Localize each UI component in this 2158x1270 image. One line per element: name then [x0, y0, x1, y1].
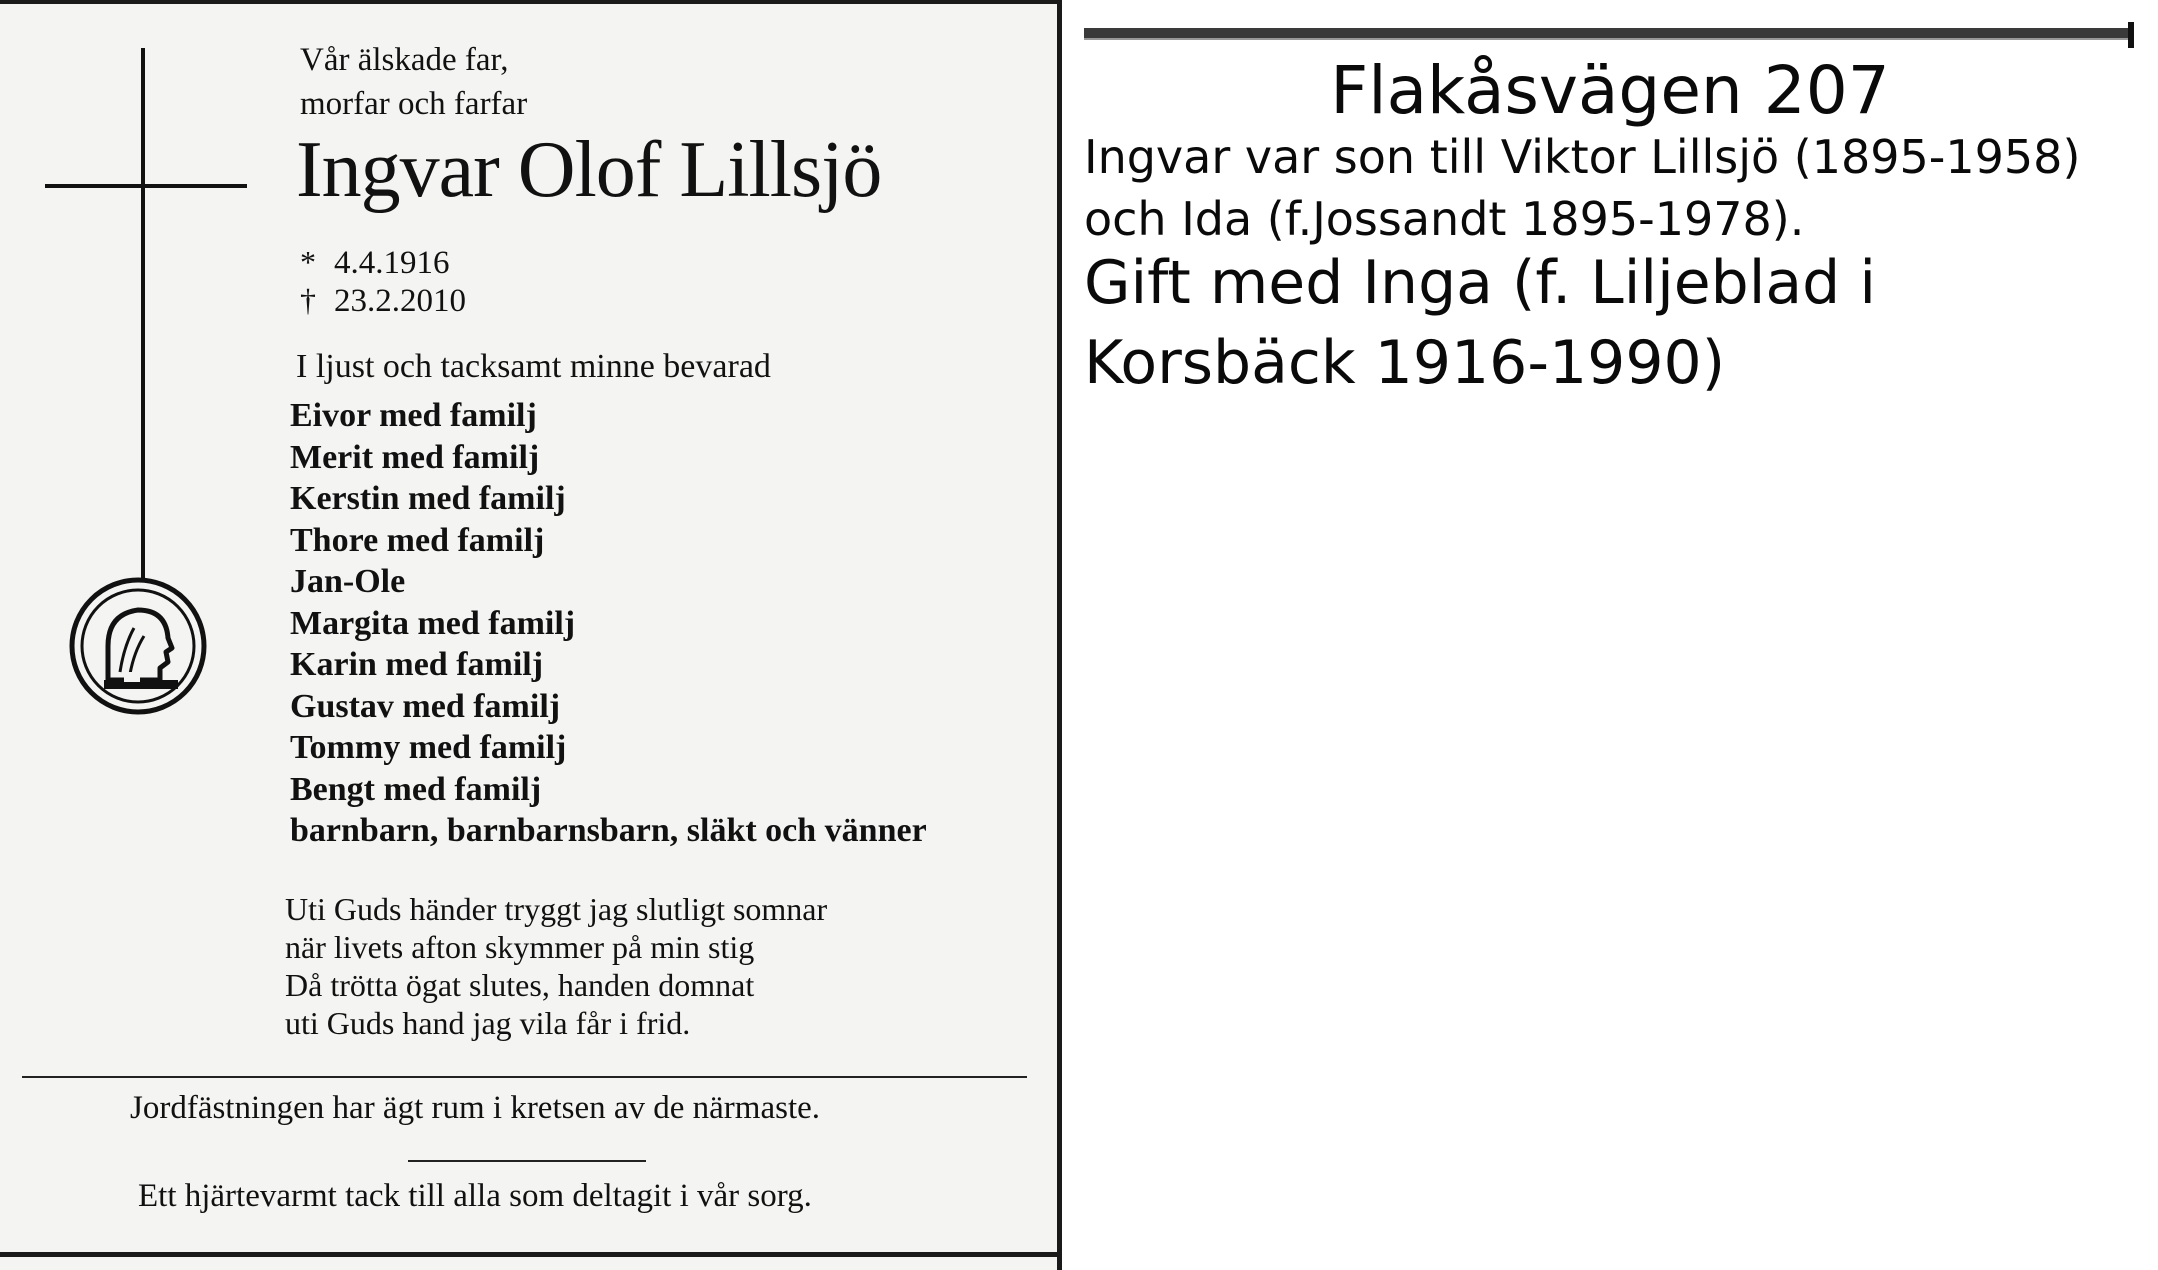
- annotation-top-rule-tick: [2128, 22, 2134, 48]
- family-item: Jan-Ole: [290, 563, 406, 600]
- clipping-top-border: [0, 0, 1062, 4]
- divider-rule: [22, 1076, 1027, 1078]
- parents-line-1: Ingvar var son till Viktor Lillsjö (1895-1958): [1084, 130, 2081, 184]
- address-heading: Flakåsvägen 207: [1330, 52, 1890, 129]
- death-date: 23.2.2010: [334, 283, 466, 319]
- family-item: Tommy med familj: [290, 729, 567, 766]
- annotation-top-rule: [1084, 28, 2134, 40]
- family-item: Kerstin med familj: [290, 480, 566, 517]
- death-cross-icon: †: [300, 282, 316, 318]
- family-item: Eivor med familj: [290, 397, 537, 434]
- birth-row: [300, 244, 450, 282]
- family-item: Margita med familj: [290, 604, 576, 642]
- parents-line-2: och Ida (f.Jossandt 1895-1978).: [1084, 192, 1805, 246]
- marriage-line-1: Gift med Inga (f. Liljeblad i: [1084, 248, 1877, 318]
- divider-rule-short: [408, 1160, 646, 1162]
- memory-line: I ljust och tacksamt minne bevarad: [296, 348, 771, 385]
- family-list: [290, 395, 927, 852]
- family-item: barnbarn, barnbarnsbarn, släkt och vänner: [290, 812, 927, 849]
- family-item: Thore med familj: [290, 521, 545, 559]
- thanks-note: Ett hjärtevarmt tack till alla som deltagit i vår sorg.: [138, 1178, 812, 1214]
- cross-vertical-bar: [141, 48, 145, 578]
- memorial-verse: [285, 890, 827, 1042]
- deceased-name: Ingvar Olof Lillsjö: [296, 126, 882, 214]
- funeral-note: Jordfästningen har ägt rum i kretsen av de närmaste.: [130, 1090, 821, 1126]
- family-item: Merit med familj: [290, 438, 540, 476]
- family-item: Karin med familj: [290, 646, 544, 683]
- verse-line: när livets afton skymmer på min stig: [285, 929, 755, 965]
- cross-horizontal-bar: [45, 184, 247, 188]
- death-row: [300, 282, 466, 320]
- marriage-line-2: Korsbäck 1916-1990): [1084, 328, 1726, 398]
- verse-line: uti Guds hand jag vila får i frid.: [285, 1005, 691, 1041]
- intro-line-2: morfar och farfar: [300, 86, 528, 122]
- birth-star-icon: *: [300, 244, 316, 280]
- verse-line: Uti Guds händer tryggt jag slutligt somnar: [285, 891, 828, 927]
- family-item: Bengt med familj: [290, 770, 542, 808]
- verse-line: Då trötta ögat slutes, handen domnat: [285, 967, 755, 1003]
- mourning-emblem-icon: [68, 576, 208, 716]
- obituary-clipping: [0, 0, 1062, 1270]
- clipping-bottom-border: [0, 1252, 1062, 1257]
- family-item: Gustav med familj: [290, 687, 561, 725]
- intro-line-1: Vår älskade far,: [300, 42, 509, 78]
- birth-date: 4.4.1916: [334, 245, 450, 281]
- annotation-panel: [1062, 0, 2158, 1270]
